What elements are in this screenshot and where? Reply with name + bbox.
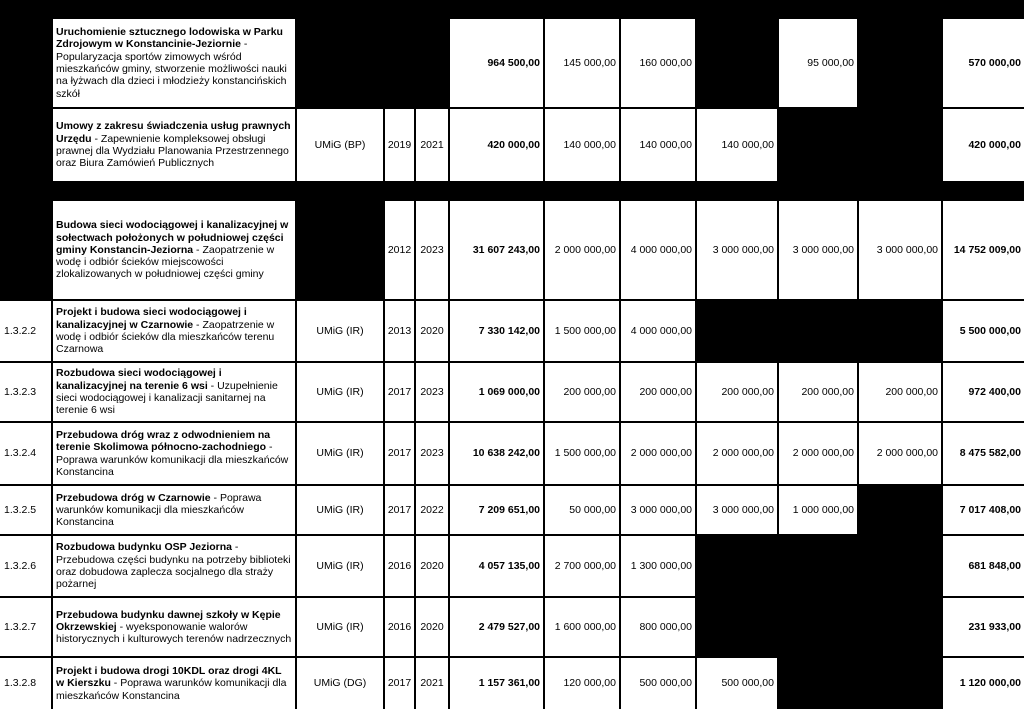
year1-amount-cell: 200 000,00 [545, 363, 619, 421]
year1-amount-cell: 2 700 000,00 [545, 536, 619, 596]
year-from-cell: 2017 [385, 486, 414, 534]
task-description-cell [53, 201, 295, 299]
year5-amount-cell: 200 000,00 [859, 363, 941, 421]
total-cost-cell: 31 607 243,00 [450, 201, 543, 299]
limit-cell: 1 120 000,00 [943, 658, 1024, 709]
year-to-cell: 2021 [416, 109, 448, 181]
limit-cell: 972 400,00 [943, 363, 1024, 421]
task-title: Budowa sieci wodociągowej i kanalizacyjnej w sołectwach położonych w południowej części gminy Konstancin-Jeziorna [56, 219, 289, 256]
year-from-cell: 2017 [385, 423, 414, 484]
year-from-cell: 2012 [385, 201, 414, 299]
unit-cell: UMiG (IR) [297, 598, 383, 656]
task-purpose: - wyeksponowanie walorów historycznych i kulturowych terenów nadrzecznych [56, 620, 292, 646]
unit-cell: UMiG (IR) [297, 363, 383, 421]
year2-amount-cell: 500 000,00 [621, 658, 695, 709]
unit-cell: UMiG (BP) [297, 109, 383, 181]
year1-amount-cell: 1 600 000,00 [545, 598, 619, 656]
task-description-cell [53, 486, 295, 534]
task-number-cell: 1.3.2.4 [0, 423, 51, 484]
task-title: Uruchomienie sztucznego lodowiska w Parku Zdrojowym w Konstancinie-Jeziornie [56, 26, 283, 51]
year1-amount-cell: 120 000,00 [545, 658, 619, 709]
task-title: Umowy z zakresu świadczenia usług prawnych Urzędu [56, 120, 291, 145]
limit-cell: 231 933,00 [943, 598, 1024, 656]
year5-amount-cell: 2 000 000,00 [859, 423, 941, 484]
year2-amount-cell: 4 000 000,00 [621, 301, 695, 361]
task-title: Projekt i budowa drogi 10KDL oraz drogi 4KL w Kierszku [56, 665, 282, 690]
year-to-cell: 2023 [416, 423, 448, 484]
year-to-cell: 2020 [416, 536, 448, 596]
task-number-cell: 1.3.2.8 [0, 658, 51, 709]
year3-amount-cell: 140 000,00 [697, 109, 777, 181]
limit-cell: 8 475 582,00 [943, 423, 1024, 484]
year-to-cell: 2020 [416, 598, 448, 656]
unit-cell: UMiG (IR) [297, 423, 383, 484]
limit-cell: 681 848,00 [943, 536, 1024, 596]
task-title: Przebudowa dróg w Czarnowie [56, 491, 211, 504]
year2-amount-cell: 140 000,00 [621, 109, 695, 181]
unit-cell: UMiG (DG) [297, 658, 383, 709]
task-number-cell: 1.3.2.2 [0, 301, 51, 361]
task-description-cell [53, 658, 295, 709]
task-description-cell [53, 423, 295, 484]
year4-amount-cell: 200 000,00 [779, 363, 857, 421]
year-from-cell: 2019 [385, 109, 414, 181]
total-cost-cell: 964 500,00 [450, 19, 543, 107]
task-description-cell [53, 363, 295, 421]
year2-amount-cell: 1 300 000,00 [621, 536, 695, 596]
task-purpose: - Uzupełnienie sieci wodociągowej i kanalizacji sanitarnej na terenie 6 wsi [56, 379, 278, 417]
year5-amount-cell: 3 000 000,00 [859, 201, 941, 299]
year1-amount-cell: 1 500 000,00 [545, 423, 619, 484]
year-to-cell: 2020 [416, 301, 448, 361]
task-purpose: - Poprawa warunków komunikacji dla mieszkańców Konstancina [56, 441, 289, 478]
year-to-cell: 2023 [416, 201, 448, 299]
year1-amount-cell: 2 000 000,00 [545, 201, 619, 299]
task-purpose: - Przebudowa części budynku na potrzeby biblioteki oraz dobudowa zaplecza socjalnego dla straży pożarnej [56, 541, 291, 591]
task-number-cell: 1.3.2.3 [0, 363, 51, 421]
year1-amount-cell: 1 500 000,00 [545, 301, 619, 361]
year-to-cell: 2021 [416, 658, 448, 709]
year-from-cell: 2017 [385, 363, 414, 421]
task-title: Przebudowa budynku dawnej szkoły w Kępie Okrzewskiej [56, 608, 281, 633]
limit-cell: 420 000,00 [943, 109, 1024, 181]
task-description-cell [53, 301, 295, 361]
year3-amount-cell: 200 000,00 [697, 363, 777, 421]
year4-amount-cell: 2 000 000,00 [779, 423, 857, 484]
task-purpose: - Zaopatrzenie w wodę i odbiór ścieków miejscowości zlokalizowanych w południowej części gminy [56, 243, 275, 281]
year2-amount-cell: 160 000,00 [621, 19, 695, 107]
year-to-cell: 2022 [416, 486, 448, 534]
task-description-cell [53, 598, 295, 656]
total-cost-cell: 10 638 242,00 [450, 423, 543, 484]
year-from-cell: 2017 [385, 658, 414, 709]
task-number-cell: 1.3.2.7 [0, 598, 51, 656]
task-purpose: - Poprawa warunków komunikacji dla mieszkańców Konstancina [56, 677, 287, 702]
year2-amount-cell: 4 000 000,00 [621, 201, 695, 299]
task-description-cell [53, 19, 295, 107]
unit-cell: UMiG (IR) [297, 486, 383, 534]
year1-amount-cell: 140 000,00 [545, 109, 619, 181]
year3-amount-cell: 2 000 000,00 [697, 423, 777, 484]
task-purpose: - Popularyzacja sportów zimowych wśród mieszkańców gminy, stworzenie możliwości nauki na łyżwach dla dzieci i młodzieży konstancińskich szkół [56, 38, 287, 100]
year-from-cell: 2013 [385, 301, 414, 361]
year1-amount-cell: 50 000,00 [545, 486, 619, 534]
unit-cell: UMiG (IR) [297, 301, 383, 361]
task-title: Rozbudowa sieci wodociągowej i kanalizacyjnej na terenie 6 wsi [56, 367, 222, 392]
task-title: Projekt i budowa sieci wodociągowej i kanalizacyjnej w Czarnowie [56, 306, 247, 331]
year4-amount-cell: 1 000 000,00 [779, 486, 857, 534]
total-cost-cell: 1 069 000,00 [450, 363, 543, 421]
task-description-cell [53, 536, 295, 596]
task-purpose: - Zapewnienie kompleksowej obsługi prawnej dla Wydziału Planowania Przestrzennego oraz Biura Zamówień Publicznych [56, 132, 289, 170]
total-cost-cell: 7 209 651,00 [450, 486, 543, 534]
task-purpose: - Zaopatrzenie w wodę i odbiór ścieków dla mieszkańców terenu Czarnowa [56, 318, 275, 356]
year4-amount-cell: 95 000,00 [779, 19, 857, 107]
task-number-cell: 1.3.2.5 [0, 486, 51, 534]
year2-amount-cell: 3 000 000,00 [621, 486, 695, 534]
year3-amount-cell: 500 000,00 [697, 658, 777, 709]
unit-cell: UMiG (IR) [297, 536, 383, 596]
limit-cell: 7 017 408,00 [943, 486, 1024, 534]
year2-amount-cell: 2 000 000,00 [621, 423, 695, 484]
task-description-cell [53, 109, 295, 181]
year2-amount-cell: 800 000,00 [621, 598, 695, 656]
total-cost-cell: 7 330 142,00 [450, 301, 543, 361]
task-purpose: - Poprawa warunków komunikacji dla mieszkańców Konstancina [56, 491, 262, 529]
total-cost-cell: 4 057 135,00 [450, 536, 543, 596]
total-cost-cell: 1 157 361,00 [450, 658, 543, 709]
task-title: Przebudowa dróg wraz z odwodnieniem na terenie Skolimowa północno-zachodniego [56, 428, 271, 454]
year1-amount-cell: 145 000,00 [545, 19, 619, 107]
year3-amount-cell: 3 000 000,00 [697, 486, 777, 534]
limit-cell: 14 752 009,00 [943, 201, 1024, 299]
year-to-cell: 2023 [416, 363, 448, 421]
year4-amount-cell: 3 000 000,00 [779, 201, 857, 299]
task-number-cell: 1.3.2.6 [0, 536, 51, 596]
task-title: Rozbudowa budynku OSP Jeziorna [56, 541, 232, 554]
year-from-cell: 2016 [385, 536, 414, 596]
total-cost-cell: 420 000,00 [450, 109, 543, 181]
year3-amount-cell: 3 000 000,00 [697, 201, 777, 299]
limit-cell: 570 000,00 [943, 19, 1024, 107]
year-from-cell: 2016 [385, 598, 414, 656]
year2-amount-cell: 200 000,00 [621, 363, 695, 421]
limit-cell: 5 500 000,00 [943, 301, 1024, 361]
total-cost-cell: 2 479 527,00 [450, 598, 543, 656]
